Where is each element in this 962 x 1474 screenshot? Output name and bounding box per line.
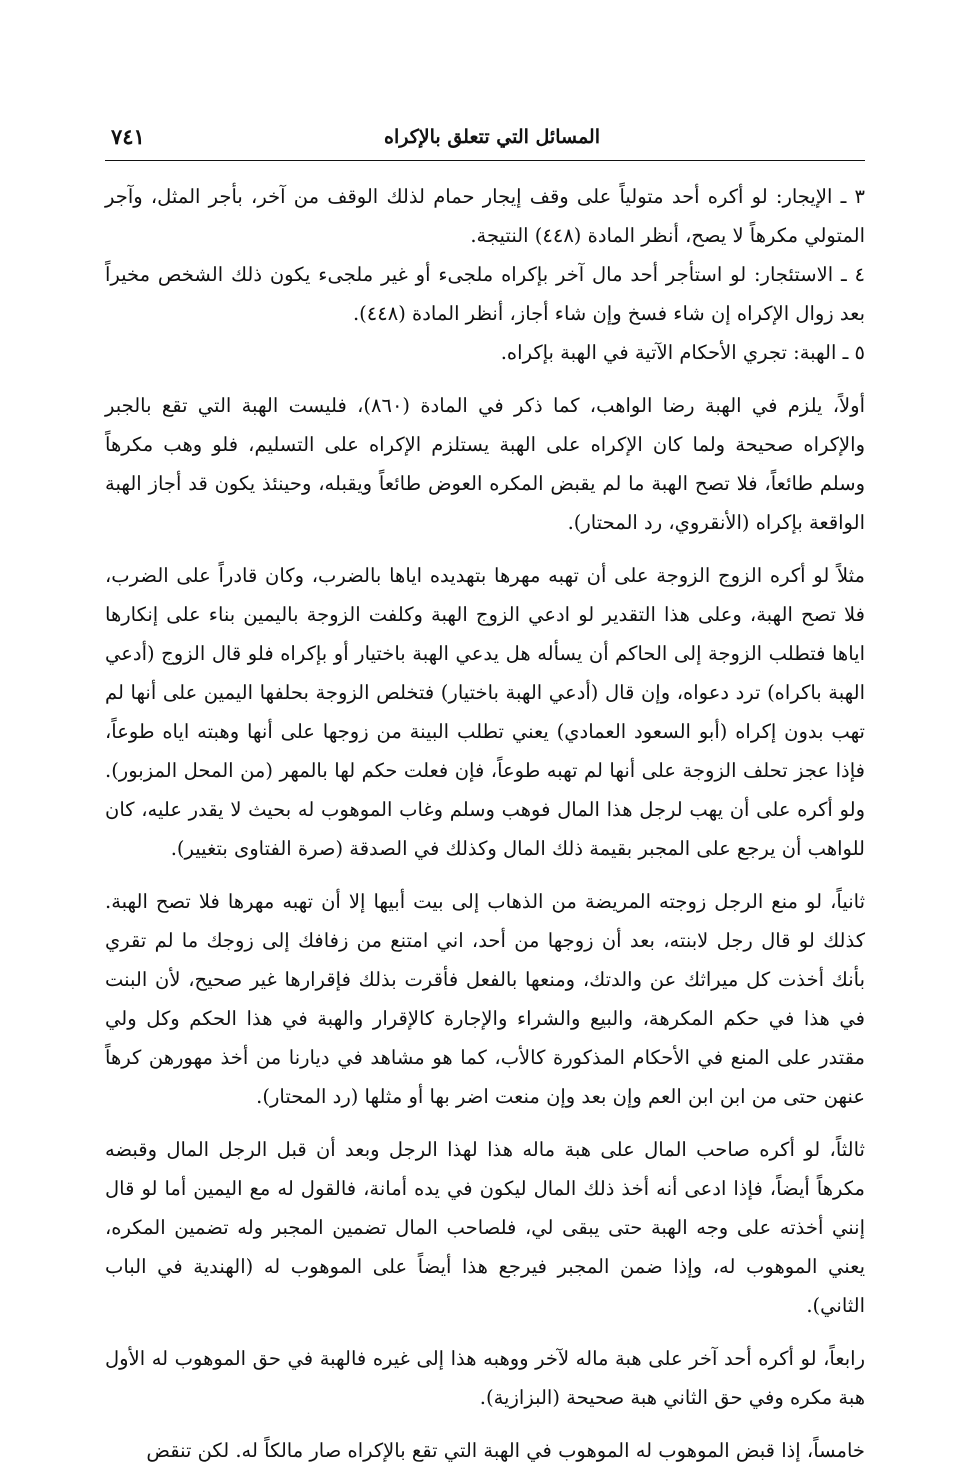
running-title: المسائل التي تتعلق بالإكراه <box>384 126 600 148</box>
page-number: ٧٤١ <box>111 124 145 149</box>
paragraph-first: أولاً، يلزم في الهبة رضا الواهب، كما ذكر في المادة (٨٦٠)، فليست الهبة التي تقع بالجبر والإكراه صحيحة ولما كان الإكراه على الهبة يستلزم الإكراه على التسليم، فلو وهب مكرهاً وسلم طائعاً، فلا تصح الهبة ما لم يقبض المكره العوض طائعاً ويقبله، وحينئذ يكون قد أجاز الهبة الواقعة بإكراه (الأنقروي، رد المحتار). <box>105 394 865 534</box>
paragraph-fourth: رابعاً، لو أكره أحد آخر على هبة ماله لآخر ووهبه هذا إلى غيره فالهبة في حق الموهوب له الأول هبة مكره وفي حق الثاني هبة صحيحة (البزازية). <box>105 1347 865 1409</box>
paragraph-third: ثالثاً، لو أكره صاحب المال على هبة ماله هذا لهذا الرجل وبعد أن قبل الرجل المال وقبضه مكرهاً أيضاً، فإذا ادعى أنه أخذ ذلك المال ليكون في يده أمانة، فالقول له مع اليمين أما لو قال إنني أخذته على وجه الهبة حتى يبقى لي، فلصاحب المال تضمين المجبر وله تضمين المكره، يعني الموهوب له، وإذا ضمن المجبر فيرجع هذا أيضاً على الموهوب له (الهندية في الباب الثاني). <box>105 1138 865 1317</box>
paragraph-second: ثانياً، لو منع الرجل زوجته المريضة من الذهاب إلى بيت أبيها إلا أن تهبه مهرها فلا تصح الهبة. كذلك لو قال رجل لابنته، بعد أن زوجها من أحد، اني امتنع من زفافك إلى زوجك ما لم تقري بأنك أخذت كل ميراثك عن والدتك، ومنعها بالفعل فأقرت بذلك فإقرارها غير صحيح، لأن البنت في هذا في حكم المكرهة، والبيع والشراء والإجارة كالإقرار والهبة في هذا الحكم وكل ولي مقتدر على المنع في الأحكام المذكورة كالأب، كما هو مشاهد في ديارنا من أخذ مهورهن كرهاً عنهن حتى من ابن ابن العم وإن بعد وإن منعت اضر بها أو مثلها (رد المحتار). <box>105 890 865 1108</box>
paragraph-fifth: خامساً، إذا قبض الموهوب له الموهوب في الهبة التي تقع بالإكراه صار مالكاً له. لكن تنقض <box>146 1439 865 1462</box>
paragraph-ijar: ٣ ـ الإيجار: لو أكره أحد متولياً على وقف إيجار حمام لذلك الوقف من آخر، بأجر المثل، وآجر المتولي مكرهاً لا يصح، أنظر المادة (٤٤٨) النتيجة. <box>105 185 865 247</box>
paragraph-example: مثلاً لو أكره الزوج الزوجة على أن تهبه مهرها بتهديده اياها بالضرب، وكان قادراً على الضرب، فلا تصح الهبة، وعلى هذا التقدير لو ادعي الزوج الهبة وكلفت الزوجة باليمين بناء على إنكارها اياها فتطلب الزوجة إلى الحاكم أن يسأله هل يدعي الهبة باختيار أو بإكراه فلو قال الزوج (أدعي الهبة باكراه) ترد دعواه، وإن قال (أدعي الهبة باختيار) فتخلص الزوجة بحلفها اليمين على أنها لم تهب بدون إكراه (أبو السعود العمادي) يعني تطلب البينة من زوجها على أنها وهبته اياه طوعاً، فإذا عجز تحلف الزوجة على أنها لم تهبه طوعاً، فإن فعلت حكم لها بالمهر (من المحل المزبور). ولو أكره على أن يهب لرجل هذا المال فوهب وسلم وغاب الموهوب له بحيث لا يقدر عليه، كان للواهب أن يرجع على المجبر بقيمة ذلك المال وكذلك في الصدقة (صرة الفتاوى بتغيير). <box>105 564 865 860</box>
document-page <box>105 118 865 1462</box>
paragraph-hiba-heading: ٥ ـ الهبة: تجري الأحكام الآتية في الهبة بإكراه. <box>500 341 865 364</box>
page-body <box>105 161 865 1470</box>
paragraph-istijar: ٤ ـ الاستئجار: لو استأجر أحد مال آخر بإكراه ملجىء أو غير ملجىء يكون ذلك الشخص مخيراً بعد زوال الإكراه إن شاء فسخ وإن شاء أجاز، أنظر المادة (٤٤٨). <box>105 263 865 325</box>
page-header <box>105 118 865 161</box>
